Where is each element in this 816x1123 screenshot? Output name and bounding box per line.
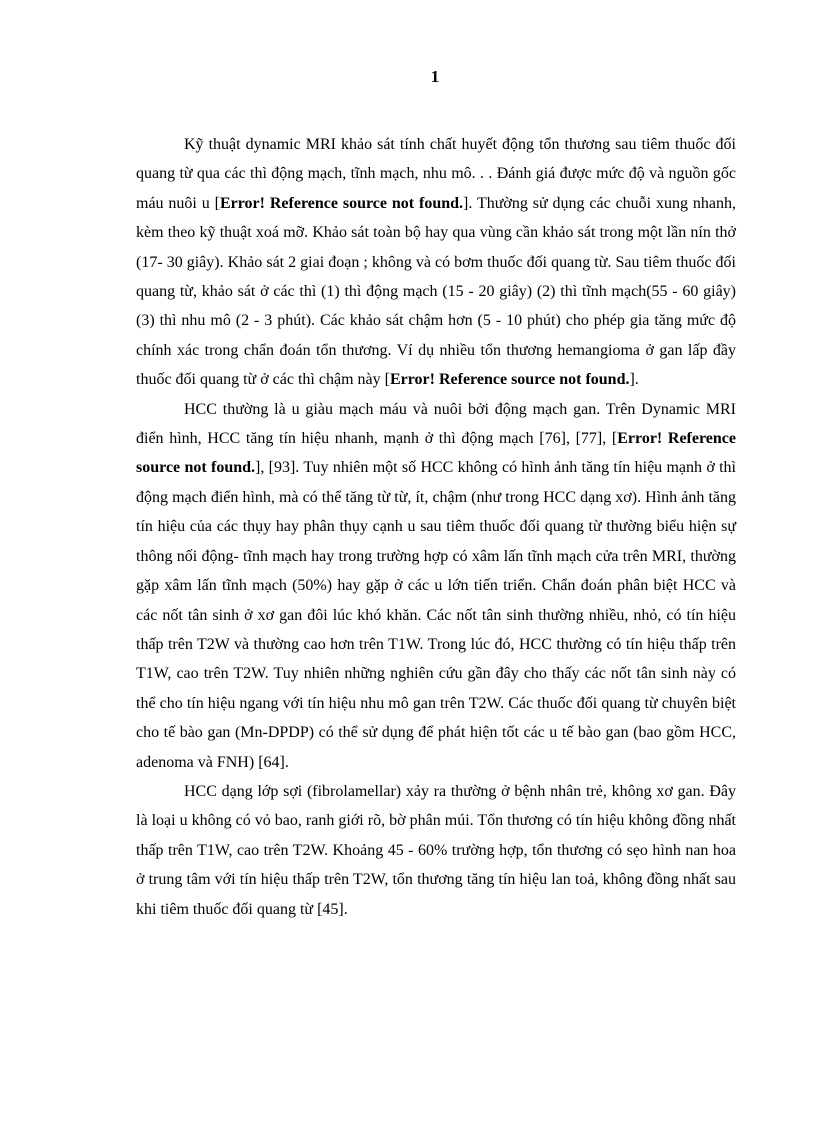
text-segment: Kỹ thuật dynamic MRI khảo sát tính chất huyết động tổn thương sau tiêm thuốc đối quang từ qua các thì động mạch, tĩnh mạch, nhu mô. . . Đánh giá được mức độ và nguồn gốc máu nuôi u [ bbox=[136, 136, 736, 212]
text-segment: HCC dạng lớp sợi (fibrolamellar) xảy ra thường ở bệnh nhân trẻ, không xơ gan. Đây là loại u không có vỏ bao, ranh giới rõ, bờ phân múi. Tổn thương có tín hiệu không đồng nhất thấp trên T1W, cao trên T2W. Khoảng 45 - 60% trường hợp, tổn thương có sẹo hình nan hoa ở trung tâm với tín hiệu thấp trên T2W, tổn thương tăng tín hiệu lan toả, không đồng nhất sau khi tiêm thuốc đối quang từ [45]. bbox=[136, 782, 736, 918]
paragraph-hcc-hypervascular bbox=[136, 395, 736, 777]
text-segment: ], [93]. Tuy nhiên một số HCC không có hình ảnh tăng tín hiệu mạnh ở thì động mạch điển hình, mà có thể tăng từ từ, ít, chậm (như trong HCC dạng xơ). Hình ảnh tăng tín hiệu của các thụy hay phân thụy cạnh u sau tiêm thuốc đối quang từ thường biểu hiện sự thông nối động- tĩnh mạch hay trong trường hợp có xâm lấn tĩnh mạch cửa trên MRI, thường gặp xâm lấn tĩnh mạch (50%) hay gặp ở các u lớn tiến triển. Chẩn đoán phân biệt HCC và các nốt tân sinh ở xơ gan đôi lúc khó khăn. Các nốt tân sinh thường nhiều, nhỏ, có tín hiệu thấp trên T2W và thường cao hơn trên T1W. Trong lúc đó, HCC thường có tín hiệu thấp trên T1W, cao trên T2W. Tuy nhiên những nghiên cứu gần đây cho thấy các nốt tân sinh này có thể cho tín hiệu ngang với tín hiệu nhu mô gan trên T2W. Các thuốc đối quang từ chuyên biệt cho tế bào gan (Mn-DPDP) có thể sử dụng để phát hiện tốt các u tế bào gan (bao gồm HCC, adenoma và FNH) [64]. bbox=[136, 459, 737, 771]
reference-error: Error! Reference source not found. bbox=[389, 371, 630, 389]
text-segment: ]. Thường sử dụng các chuỗi xung nhanh, kèm theo kỹ thuật xoá mỡ. Khảo sát toàn bộ hay qua vùng cần khảo sát trong một lần nín thở (17- 30 giây). Khảo sát 2 giai đoạn ; không và có bơm thuốc đối quang từ. Sau tiêm thuốc đối quang từ, khảo sát ở các thì (1) thì động mạch (15 - 20 giây) (2) thì tĩnh mạch(55 - 60 giây) (3) thì nhu mô (2 - 3 phút). Các khảo sát chậm hơn (5 - 10 phút) cho phép gia tăng mức độ chính xác trong chẩn đoán tổn thương. Ví dụ nhiều tổn thương hemangioma ở gan lấp đầy thuốc đối quang từ ở các thì chậm này [ bbox=[136, 194, 736, 389]
page-number: 1 bbox=[430, 67, 440, 86]
document-body bbox=[136, 130, 736, 924]
paragraph-fibrolamellar-hcc bbox=[136, 777, 736, 924]
reference-error: Error! Reference source not found. bbox=[219, 194, 464, 212]
text-segment: ]. bbox=[629, 371, 639, 389]
paragraph-dynamic-mri bbox=[136, 130, 736, 395]
reference-error: Error! Reference source not found. bbox=[136, 430, 736, 477]
text-segment: HCC thường là u giàu mạch máu và nuôi bởi động mạch gan. Trên Dynamic MRI điển hình, HCC tăng tín hiệu nhanh, mạnh ở thì động mạch [76], [77], [ bbox=[136, 400, 736, 448]
